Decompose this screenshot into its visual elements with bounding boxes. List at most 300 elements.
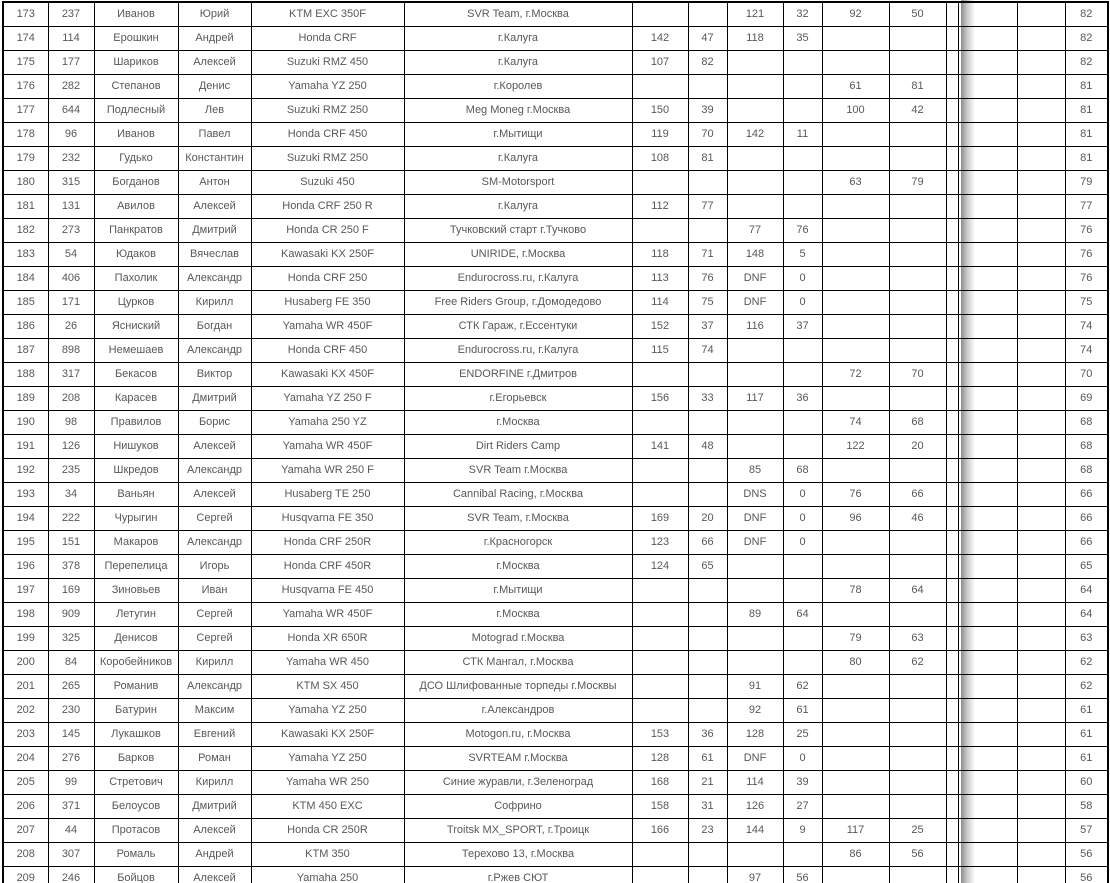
table-cell: 21 [688,771,727,795]
table-cell [889,795,946,819]
table-cell: Алексей [178,435,251,459]
table-cell: 68 [889,411,946,435]
table-cell: Yamaha WR 450 [251,651,404,675]
table-cell [727,99,783,123]
table-cell: SVR Team, г.Москва [404,507,632,531]
table-cell [946,147,958,171]
table-cell: 25 [783,723,822,747]
table-row [3,435,1108,459]
table-cell [946,387,958,411]
table-cell [632,483,688,507]
table-cell [958,771,1017,795]
table-cell: Сергей [178,507,251,531]
table-cell: DNF [727,267,783,291]
table-cell: 193 [3,483,48,507]
table-cell: Kawasaki KX 250F [251,723,404,747]
table-cell [1017,507,1065,531]
table-cell [632,603,688,627]
table-row [3,459,1108,483]
table-cell: 179 [3,147,48,171]
table-cell: 113 [632,267,688,291]
table-cell [822,147,889,171]
table-cell: 39 [783,771,822,795]
table-cell: 371 [48,795,94,819]
table-cell [946,171,958,195]
table-cell: 188 [3,363,48,387]
table-cell: Dirt Riders Camp [404,435,632,459]
table-cell [783,99,822,123]
table-cell: Синие журавли, г.Зеленоград [404,771,632,795]
table-row [3,627,1108,651]
table-row [3,51,1108,75]
table-cell: 0 [783,531,822,555]
table-cell: 153 [632,723,688,747]
table-cell [688,627,727,651]
table-cell: Дмитрий [178,219,251,243]
table-row [3,99,1108,123]
table-cell: 65 [1065,555,1108,579]
table-cell: 56 [1065,843,1108,867]
table-cell: г.Мытищи [404,579,632,603]
table-cell [783,627,822,651]
table-cell: 124 [632,555,688,579]
table-cell: 158 [632,795,688,819]
table-cell: Husaberg FE 350 [251,291,404,315]
table-cell [1017,603,1065,627]
table-cell: 235 [48,459,94,483]
table-cell: 142 [632,27,688,51]
table-row [3,147,1108,171]
table-cell: 176 [3,75,48,99]
table-cell [946,435,958,459]
table-cell: 76 [1065,219,1108,243]
table-cell: Степанов [94,75,178,99]
table-cell: 142 [727,123,783,147]
table-cell: 61 [688,747,727,771]
table-cell: Алексей [178,819,251,843]
table-cell [1017,843,1065,867]
table-cell: 64 [783,603,822,627]
table-cell [946,27,958,51]
table-cell: Шкредов [94,459,178,483]
table-cell: Немешаев [94,339,178,363]
table-cell: 48 [688,435,727,459]
table-cell [688,651,727,675]
table-cell [1017,315,1065,339]
table-cell: 246 [48,867,94,883]
table-cell: Kawasaki KX 250F [251,243,404,267]
table-cell: 198 [3,603,48,627]
table-cell: 62 [889,651,946,675]
table-cell [889,459,946,483]
table-row [3,243,1108,267]
table-cell: Протасов [94,819,178,843]
table-cell: 168 [632,771,688,795]
table-cell [822,747,889,771]
table-cell: Honda CRF 250 [251,267,404,291]
table-cell [958,147,1017,171]
table-cell [958,291,1017,315]
table-cell: 85 [727,459,783,483]
table-cell: Сергей [178,627,251,651]
table-cell [958,51,1017,75]
table-cell: 57 [1065,819,1108,843]
table-row [3,795,1108,819]
table-cell [822,555,889,579]
table-cell [1017,531,1065,555]
table-cell [958,75,1017,99]
table-cell [822,315,889,339]
table-cell: Зиновьев [94,579,178,603]
table-cell: 11 [783,123,822,147]
table-row [3,387,1108,411]
table-cell [946,795,958,819]
table-cell: 68 [1065,435,1108,459]
results-table-body [3,2,1108,883]
table-cell [946,819,958,843]
table-cell: 177 [48,51,94,75]
table-cell [727,339,783,363]
table-cell [946,843,958,867]
table-cell [632,627,688,651]
table-cell: Перепелица [94,555,178,579]
table-cell: Suzuki RMZ 250 [251,99,404,123]
table-cell: 72 [822,363,889,387]
table-cell [1017,147,1065,171]
table-cell [1017,435,1065,459]
table-cell: 207 [3,819,48,843]
table-cell: 26 [48,315,94,339]
table-cell [822,531,889,555]
table-cell [632,2,688,27]
table-cell: 115 [632,339,688,363]
table-cell: 119 [632,123,688,147]
table-cell: Шариков [94,51,178,75]
table-row [3,843,1108,867]
table-cell: Yamaha YZ 250 [251,699,404,723]
table-cell: 96 [822,507,889,531]
table-cell [688,459,727,483]
table-cell: 66 [688,531,727,555]
table-cell [958,723,1017,747]
table-cell: Батурин [94,699,178,723]
table-cell [1017,819,1065,843]
table-row [3,675,1108,699]
table-cell [958,123,1017,147]
table-cell [727,435,783,459]
table-cell: 230 [48,699,94,723]
table-cell: 898 [48,339,94,363]
table-cell [946,219,958,243]
table-row [3,291,1108,315]
table-cell [727,411,783,435]
table-cell [889,51,946,75]
table-cell [1017,75,1065,99]
table-cell: 173 [3,2,48,27]
table-cell: 99 [48,771,94,795]
table-cell: 117 [727,387,783,411]
table-cell: 61 [783,699,822,723]
table-cell: Husaberg TE 250 [251,483,404,507]
table-cell [688,171,727,195]
table-cell [783,435,822,459]
table-cell [946,579,958,603]
table-cell: Александр [178,267,251,291]
table-cell: 195 [3,531,48,555]
table-cell: 56 [1065,867,1108,883]
table-cell: 77 [688,195,727,219]
table-cell [958,627,1017,651]
table-cell [822,51,889,75]
table-cell [958,531,1017,555]
table-row [3,771,1108,795]
table-cell [889,243,946,267]
table-cell [688,483,727,507]
table-cell: 121 [727,2,783,27]
table-cell: 171 [48,291,94,315]
table-cell: 81 [688,147,727,171]
table-cell: 909 [48,603,94,627]
table-cell: Борис [178,411,251,435]
table-cell: Карасев [94,387,178,411]
table-cell [889,675,946,699]
table-cell: 79 [889,171,946,195]
table-cell [946,507,958,531]
table-cell: 141 [632,435,688,459]
table-cell: KTM EXC 350F [251,2,404,27]
table-cell: 208 [3,843,48,867]
table-cell: 64 [889,579,946,603]
table-cell: 76 [688,267,727,291]
table-cell [1017,27,1065,51]
table-cell [1017,411,1065,435]
table-cell: г.Москва [404,555,632,579]
table-cell: ENDORFINE г.Дмитров [404,363,632,387]
table-cell: Белоусов [94,795,178,819]
table-cell: 152 [632,315,688,339]
table-cell [889,387,946,411]
table-cell [958,795,1017,819]
table-cell: 70 [1065,363,1108,387]
table-cell [1017,123,1065,147]
table-cell: 60 [1065,771,1108,795]
table-cell: 96 [48,123,94,147]
table-cell: 169 [48,579,94,603]
table-cell: Александр [178,459,251,483]
table-cell: 183 [3,243,48,267]
table-cell: 42 [889,99,946,123]
table-cell [946,675,958,699]
table-cell [1017,795,1065,819]
table-cell: СТК Мангал, г.Москва [404,651,632,675]
table-cell: Honda CR 250R [251,819,404,843]
table-cell: DNF [727,747,783,771]
table-cell: г.Красногорск [404,531,632,555]
table-cell [889,195,946,219]
table-cell: 0 [783,267,822,291]
table-cell [783,51,822,75]
table-cell: 307 [48,843,94,867]
table-cell [727,627,783,651]
table-cell: Виктор [178,363,251,387]
table-cell [946,627,958,651]
table-cell: 197 [3,579,48,603]
table-cell: DNF [727,531,783,555]
table-cell [632,75,688,99]
table-cell [1017,219,1065,243]
table-cell [889,267,946,291]
table-cell: Вячеслав [178,243,251,267]
table-cell: 644 [48,99,94,123]
table-cell: 116 [727,315,783,339]
table-cell: Yamaha YZ 250 [251,75,404,99]
table-cell: 25 [889,819,946,843]
table-cell [889,699,946,723]
table-cell: 175 [3,51,48,75]
table-cell: 62 [1065,675,1108,699]
table-cell [632,867,688,883]
table-cell [958,699,1017,723]
table-cell [727,843,783,867]
table-cell: Ромаль [94,843,178,867]
table-cell: 0 [783,291,822,315]
table-cell: 82 [688,51,727,75]
table-cell [889,603,946,627]
table-cell: 91 [727,675,783,699]
table-cell: г.Москва [404,603,632,627]
table-cell: 112 [632,195,688,219]
table-cell: Motograd г.Москва [404,627,632,651]
table-cell: 33 [688,387,727,411]
table-cell: 200 [3,651,48,675]
table-cell: 37 [688,315,727,339]
table-cell [946,651,958,675]
table-cell: 56 [783,867,822,883]
table-cell: Yamaha WR 250 [251,771,404,795]
table-cell: Honda CR 250 F [251,219,404,243]
table-cell: 189 [3,387,48,411]
table-cell [946,867,958,883]
table-cell: Yamaha YZ 250 F [251,387,404,411]
table-cell: 68 [783,459,822,483]
table-cell: Панкратов [94,219,178,243]
table-cell: 82 [1065,2,1108,27]
table-cell: Yamaha WR 250 F [251,459,404,483]
table-cell [632,219,688,243]
table-cell: 34 [48,483,94,507]
table-cell: Иванов [94,2,178,27]
table-cell: 39 [688,99,727,123]
table-cell [632,363,688,387]
table-cell: SVR Team г.Москва [404,459,632,483]
table-cell: 81 [1065,123,1108,147]
table-cell [1017,2,1065,27]
table-cell [889,219,946,243]
table-cell: 114 [727,771,783,795]
table-cell [946,459,958,483]
table-cell [1017,699,1065,723]
table-row [3,195,1108,219]
table-cell [1017,771,1065,795]
table-cell [946,243,958,267]
table-cell: Yamaha 250 YZ [251,411,404,435]
table-cell: Husqvarna FE 450 [251,579,404,603]
table-cell [688,699,727,723]
table-cell: Максим [178,699,251,723]
table-cell: 54 [48,243,94,267]
table-cell [1017,651,1065,675]
table-cell: Андрей [178,27,251,51]
table-cell: Александр [178,531,251,555]
table-cell [958,747,1017,771]
table-cell [822,27,889,51]
table-cell: Пахолик [94,267,178,291]
table-cell [822,459,889,483]
table-cell: 79 [822,627,889,651]
table-cell: 56 [889,843,946,867]
table-cell [822,219,889,243]
table-cell: 196 [3,555,48,579]
table-cell: 35 [783,27,822,51]
table-cell: Motogon.ru, г.Москва [404,723,632,747]
table-cell: Honda CRF [251,27,404,51]
table-cell: 156 [632,387,688,411]
table-cell [946,99,958,123]
table-cell: 180 [3,171,48,195]
table-cell: Коробейников [94,651,178,675]
table-cell: 186 [3,315,48,339]
table-cell: 74 [688,339,727,363]
table-cell: SVR Team, г.Москва [404,2,632,27]
table-cell: ДСО Шлифованные торпеды г.Москвы [404,675,632,699]
table-row [3,363,1108,387]
table-row [3,555,1108,579]
table-cell: 232 [48,147,94,171]
table-cell [946,123,958,147]
table-cell: 5 [783,243,822,267]
table-cell [958,867,1017,883]
table-cell [727,147,783,171]
table-cell [783,579,822,603]
table-cell [958,843,1017,867]
table-cell [783,651,822,675]
table-cell: 50 [889,2,946,27]
table-cell [958,219,1017,243]
table-cell: Troitsk MX_SPORT, г.Троицк [404,819,632,843]
table-cell: 77 [727,219,783,243]
table-cell [958,363,1017,387]
table-cell: г.Ржев СЮТ [404,867,632,883]
table-row [3,267,1108,291]
table-cell: 118 [727,27,783,51]
table-cell: Тучковский старт г.Тучково [404,219,632,243]
table-cell: DNF [727,291,783,315]
table-cell [688,411,727,435]
table-cell: Endurocross.ru, г.Калуга [404,267,632,291]
table-cell: 74 [822,411,889,435]
table-cell [946,291,958,315]
table-cell: г.Королев [404,75,632,99]
table-cell: Free Riders Group, г.Домодедово [404,291,632,315]
table-cell: DNF [727,507,783,531]
table-cell: 61 [1065,723,1108,747]
table-cell: 151 [48,531,94,555]
table-cell: г.Калуга [404,147,632,171]
table-cell [958,195,1017,219]
table-cell [688,2,727,27]
table-cell [889,123,946,147]
table-row [3,315,1108,339]
